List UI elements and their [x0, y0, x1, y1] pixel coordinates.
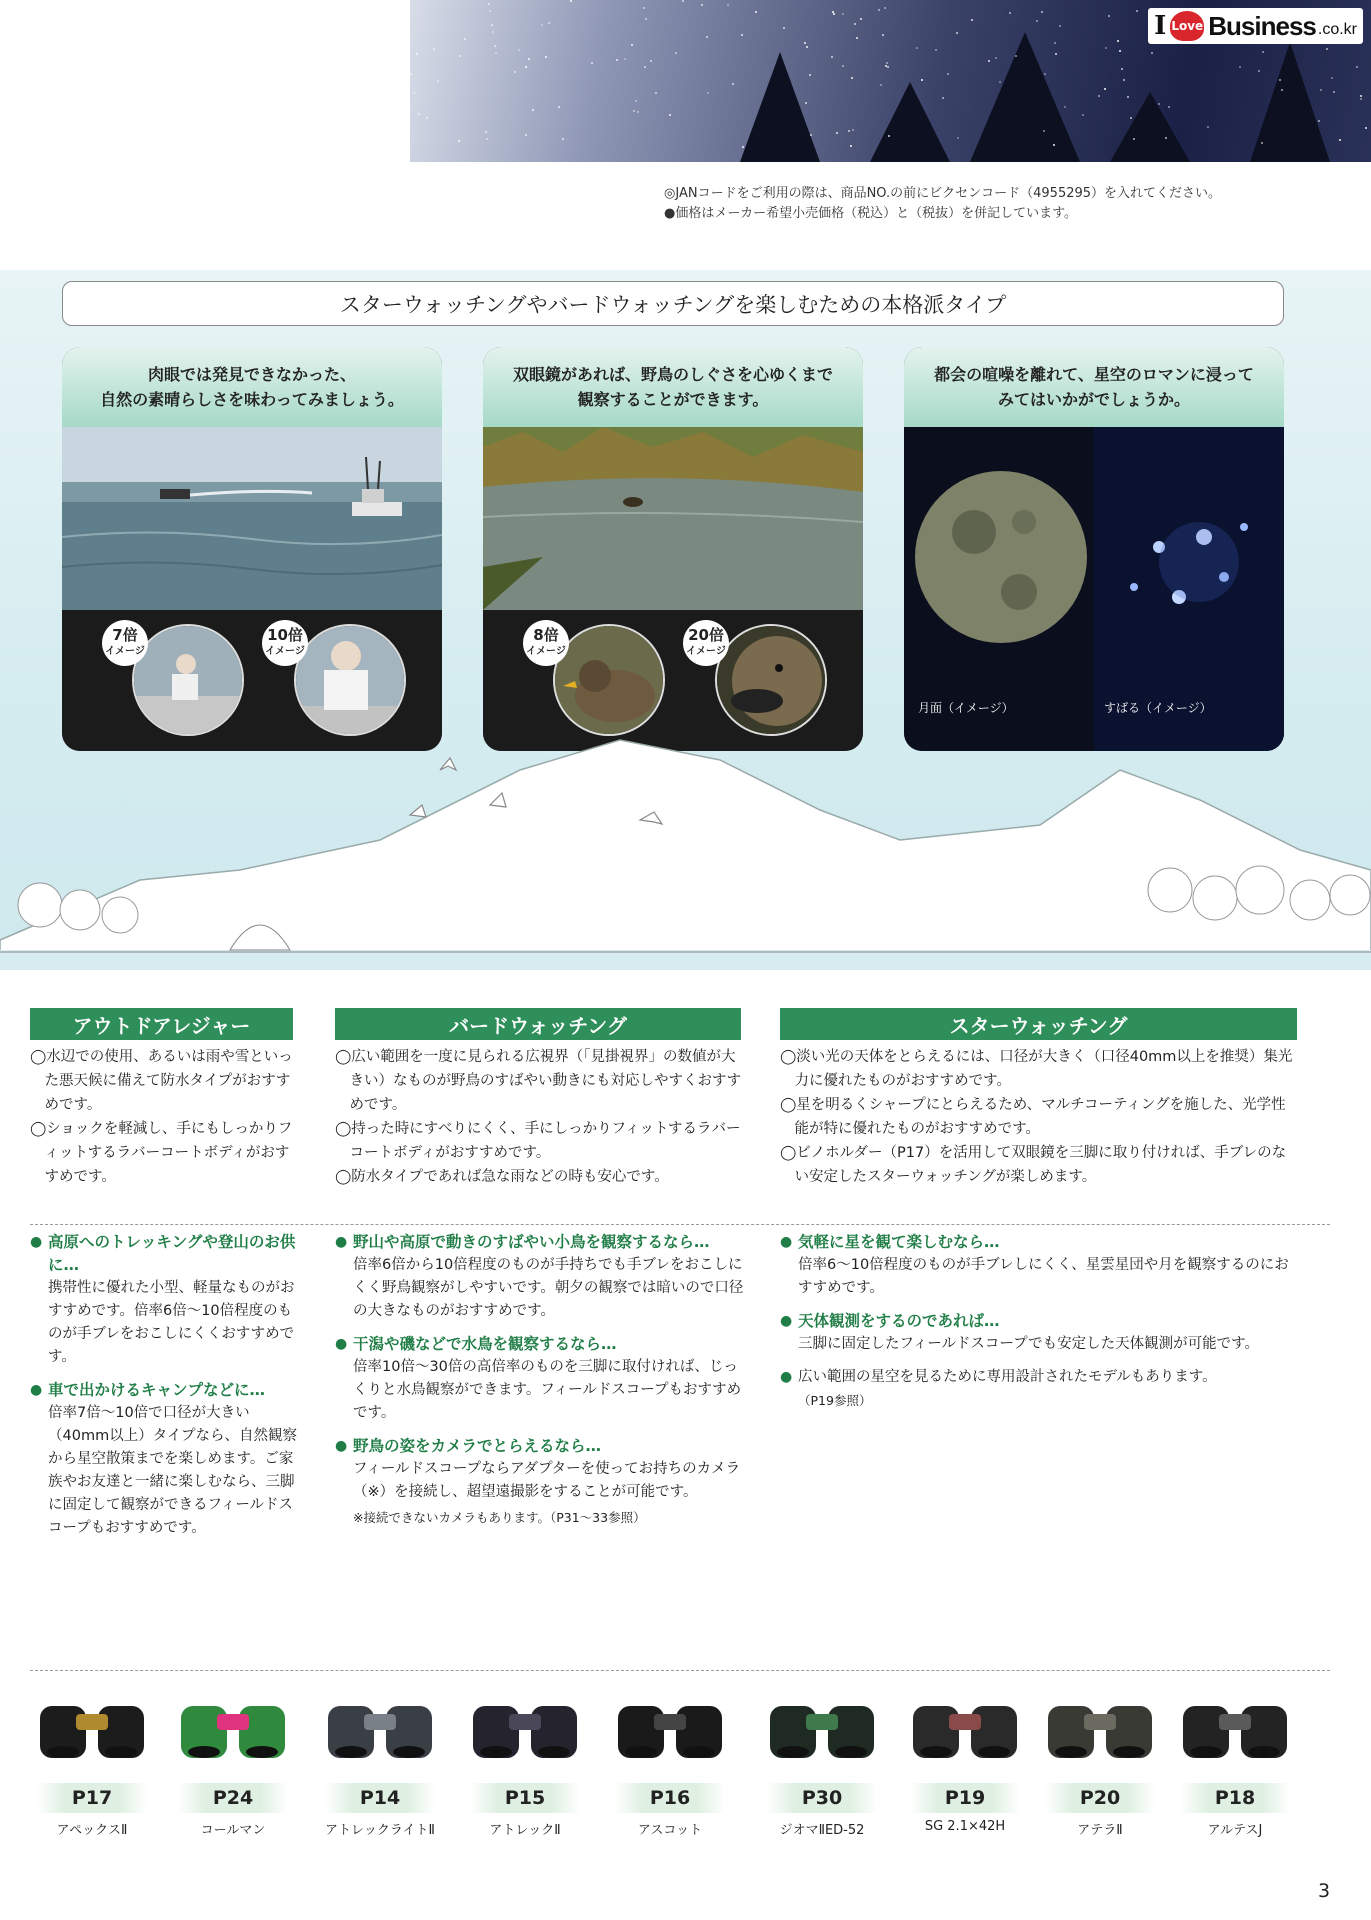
star-dot	[644, 66, 646, 68]
star-dot	[1055, 53, 1057, 55]
tips-outdoor	[30, 1231, 300, 1550]
category-item: ◯淡い光の天体をとらえるには、口径が大きく（口径40mm以上を推奨）集光力に優れたものがおすすめです。	[780, 1049, 1293, 1089]
star-dot	[486, 138, 488, 140]
category-item: ◯星を明るくシャープにとらえるため、マルチコーティングを施した、光学性能が特に優れたものがおすすめです。	[780, 1097, 1286, 1137]
star-dot	[833, 13, 835, 15]
star-dot	[707, 92, 709, 94]
logo-tld: .co.kr	[1317, 21, 1357, 38]
caption-line: 肉眼では発見できなかった、	[147, 365, 356, 384]
tip-heading: ● 天体観測をするのであれば…	[780, 1310, 1300, 1333]
star-dot	[1064, 106, 1066, 108]
star-dot	[1365, 127, 1367, 129]
zoom-mag: 8倍	[533, 626, 559, 644]
star-dot	[995, 57, 997, 59]
star-dot	[1130, 117, 1132, 119]
zoom-badge	[523, 620, 569, 666]
star-dot	[1326, 48, 1328, 50]
pleiades-caption: すばる（イメージ）	[1104, 701, 1212, 715]
star-dot	[1009, 12, 1011, 14]
star-dot	[1117, 40, 1119, 42]
star-dot	[935, 49, 937, 51]
star-dot	[880, 84, 882, 86]
product-item[interactable]	[163, 1683, 303, 1838]
star-dot	[437, 80, 439, 82]
binocular-image	[310, 1683, 450, 1773]
star-dot	[525, 134, 527, 136]
star-dot	[1258, 70, 1260, 72]
product-name: アテラⅡ	[1077, 1823, 1123, 1838]
landscape-illustration	[0, 730, 1371, 970]
star-dot	[878, 9, 880, 11]
star-dot	[426, 117, 428, 119]
star-dot	[810, 134, 812, 136]
star-dot	[742, 146, 744, 148]
product-page: P30	[767, 1783, 877, 1813]
star-dot	[851, 77, 853, 79]
note-price: ●価格はメーカー希望小売価格（税込）と（税抜）を併記しています。	[664, 206, 1078, 221]
category-item: ◯持った時にすべりにくく、手にしっかりフィットするラバーコートボディがおすすめです。	[335, 1121, 741, 1161]
logo-business: Business	[1208, 10, 1316, 41]
card-bird	[483, 347, 863, 751]
star-dot	[1165, 137, 1167, 139]
site-logo[interactable]	[1148, 8, 1363, 44]
star-dot	[1360, 95, 1362, 97]
star-dot	[1105, 47, 1107, 49]
tree-silhouette	[970, 32, 1080, 162]
star-dot	[485, 131, 487, 133]
star-dot	[643, 7, 645, 9]
binocular-image	[752, 1683, 892, 1773]
star-dot	[1356, 66, 1358, 68]
category-item: ◯防水タイプであれば急な雨などの時も安心です。	[335, 1169, 669, 1185]
star-dot	[741, 34, 743, 36]
product-item[interactable]	[1030, 1683, 1170, 1838]
card-caption	[483, 347, 863, 427]
zoom-badge	[683, 620, 729, 666]
star-dot	[1158, 103, 1160, 105]
tip-plain: ● 広い範囲の星空を見るために専用設計されたモデルもあります。	[780, 1366, 1300, 1389]
star-dot	[884, 7, 886, 9]
tree-silhouette	[740, 52, 820, 162]
star-dot	[888, 135, 890, 137]
star-dot	[842, 13, 844, 15]
tip-heading: ● 気軽に星を観て楽しむなら…	[780, 1231, 1300, 1254]
product-item[interactable]	[22, 1683, 162, 1838]
star-dot	[886, 62, 888, 64]
star-dot	[491, 24, 493, 26]
product-item[interactable]	[1165, 1683, 1305, 1838]
star-dot	[809, 74, 811, 76]
star-dot	[532, 109, 534, 111]
star-dot	[836, 132, 838, 134]
star-dot	[1261, 142, 1263, 144]
star-dot	[806, 46, 808, 48]
tip-heading: ● 高原へのトレッキングや登山のお供に…	[30, 1231, 300, 1277]
caption-line: 観察することができます。	[577, 390, 769, 409]
tip-heading: ● 干潟や磯などで水鳥を観察するなら…	[335, 1333, 745, 1356]
product-name: アトレックⅡ	[489, 1823, 561, 1838]
tip-note: （P19参照）	[798, 1393, 872, 1408]
product-name: アルテスJ	[1207, 1823, 1263, 1838]
category-title-star: スターウォッチング	[780, 1008, 1297, 1040]
product-name: ジオマⅡED-52	[779, 1823, 865, 1838]
star-dot	[1041, 11, 1043, 13]
product-item[interactable]	[600, 1683, 740, 1838]
star-dot	[1098, 95, 1100, 97]
category-body-star	[780, 1045, 1300, 1189]
star-dot	[1133, 138, 1135, 140]
star-dot	[1119, 50, 1121, 52]
star-dot	[1044, 73, 1046, 75]
card-caption	[62, 347, 442, 427]
product-item[interactable]	[752, 1683, 892, 1838]
star-dot	[706, 36, 708, 38]
category-item: ◯水辺での使用、あるいは雨や雪といった悪天候に備えて防水タイプがおすすめです。	[30, 1049, 293, 1113]
category-title-bird: バードウォッチング	[335, 1008, 741, 1040]
product-name: アスコット	[637, 1823, 703, 1838]
product-name: アトレックライトⅡ	[325, 1823, 435, 1838]
star-dot	[999, 81, 1001, 83]
star-dot	[464, 38, 466, 40]
star-dot	[1036, 20, 1038, 22]
product-item[interactable]	[455, 1683, 595, 1838]
caption-line: 都会の喧噪を離れて、星空のロマンに浸って	[934, 365, 1254, 384]
card-caption	[904, 347, 1284, 427]
star-dot	[570, 0, 572, 2]
tip-text: 倍率10倍～30倍の高倍率のものを三脚に取付ければ、じっくりと水鳥観察ができます。フィールドスコープもおすすめです。	[353, 1359, 742, 1421]
product-page: P18	[1180, 1783, 1290, 1813]
star-dot	[541, 24, 543, 26]
star-dot	[1053, 144, 1055, 146]
category-item: ◯広い範囲を一度に見られる広視界（「見掛視界」の数値が大きい）なものが野鳥のすばやい動きにも対応しやすくおすすめです。	[335, 1049, 742, 1113]
star-dot	[413, 92, 415, 94]
product-page: P20	[1045, 1783, 1155, 1813]
zoom-badge	[102, 620, 148, 666]
zoom-circle	[294, 624, 406, 736]
star-dot	[1127, 96, 1129, 98]
card-star	[904, 347, 1284, 751]
star-dot	[1339, 139, 1341, 141]
caption-line: 自然の素晴らしさを味わってみましょう。	[100, 390, 404, 409]
star-dot	[591, 62, 593, 64]
star-dot	[1320, 89, 1322, 91]
star-dot	[418, 113, 420, 115]
tip-text: フィールドスコープならアダプターを使ってお持ちのカメラ（※）を接続し、超望遠撮影をすることが可能です。	[353, 1461, 741, 1500]
star-dot	[882, 34, 884, 36]
tree-silhouette	[870, 82, 950, 162]
star-dot	[783, 27, 785, 29]
product-name: アペックスⅡ	[56, 1823, 128, 1838]
star-dot	[1168, 106, 1170, 108]
star-dot	[848, 130, 850, 132]
tip-text: 携帯性に優れた小型、軽量なものがおすすめです。倍率6倍～10倍程度のものが手ブレをおこしにくくおすすめです。	[48, 1280, 295, 1365]
product-page: P17	[37, 1783, 147, 1813]
star-dot	[562, 138, 564, 140]
category-body-bird	[335, 1045, 743, 1189]
star-dot	[860, 18, 862, 20]
star-dot	[850, 145, 852, 147]
star-dot	[495, 52, 497, 54]
star-dot	[433, 48, 435, 50]
tips-star	[780, 1231, 1300, 1412]
star-dot	[525, 66, 527, 68]
category-body-outdoor	[30, 1045, 298, 1189]
product-page: P24	[178, 1783, 288, 1813]
star-dot	[489, 10, 491, 12]
zoom-sub: イメージ	[265, 646, 305, 657]
star-dot	[633, 110, 635, 112]
category-title-outdoor: アウトドアレジャー	[30, 1008, 293, 1040]
star-dot	[854, 23, 856, 25]
moon-caption: 月面（イメージ）	[918, 701, 1014, 715]
star-dot	[458, 140, 460, 142]
sea-boat-photo	[62, 427, 442, 610]
dashed-divider	[30, 1670, 1330, 1671]
caption-line: みてはいかがでしょうか。	[997, 390, 1190, 409]
star-dot	[727, 4, 729, 6]
star-dot	[1239, 66, 1241, 68]
zoom-circle	[715, 624, 827, 736]
star-dot	[655, 92, 657, 94]
product-name: SG 2.1×42H	[924, 1819, 1006, 1834]
pond-duck-photo	[483, 427, 863, 610]
star-dot	[1281, 89, 1283, 91]
star-dot	[1015, 55, 1017, 57]
star-dot	[856, 37, 858, 39]
product-page: P16	[615, 1783, 725, 1813]
star-dot	[682, 0, 684, 2]
star-dot	[1318, 120, 1320, 122]
star-dot	[1043, 130, 1045, 132]
star-dot	[675, 52, 677, 54]
zoom-mag: 7倍	[112, 626, 138, 644]
star-dot	[832, 11, 834, 13]
zoom-circle	[553, 624, 665, 736]
star-dot	[669, 114, 671, 116]
zoom-sub: イメージ	[105, 646, 145, 657]
page-number: 3	[1318, 1880, 1331, 1902]
section-banner: スターウォッチングやバードウォッチングを楽しむための本格派タイプ	[62, 281, 1284, 326]
star-dot	[988, 60, 990, 62]
product-item[interactable]	[310, 1683, 450, 1838]
tip-heading: ● 車で出かけるキャンプなどに…	[30, 1379, 300, 1402]
tip-heading: ● 野鳥の姿をカメラでとらえるなら…	[335, 1435, 745, 1458]
star-dot	[548, 22, 550, 24]
product-page: P14	[325, 1783, 435, 1813]
star-dot	[545, 56, 547, 58]
star-dot	[1123, 79, 1125, 81]
star-dot	[852, 129, 854, 131]
star-dot	[1262, 51, 1264, 53]
star-dot	[635, 100, 637, 102]
tip-text: 三脚に固定したフィールドスコープでも安定した天体観測が可能です。	[798, 1336, 1259, 1352]
star-dot	[1333, 91, 1335, 93]
binocular-image	[600, 1683, 740, 1773]
star-dot	[1059, 25, 1061, 27]
tip-text: 倍率7倍～10倍で口径が大きい（40mm以上）タイプなら、自然観察から星空散策までを楽しめます。ご家族やお友達と一緒に楽しむなら、三脚に固定して観察ができるフィールドスコープもおすすめです。	[48, 1405, 297, 1536]
star-dot	[1136, 10, 1138, 12]
star-dot	[956, 32, 958, 34]
star-dot	[957, 137, 959, 139]
price-notes	[664, 184, 1221, 224]
tips-bird	[335, 1231, 745, 1529]
binocular-image	[22, 1683, 162, 1773]
star-dot	[1151, 52, 1153, 54]
binocular-image	[455, 1683, 595, 1773]
zoom-sub: イメージ	[686, 646, 726, 657]
star-dot	[1279, 79, 1281, 81]
star-dot	[732, 83, 734, 85]
star-dot	[971, 19, 973, 21]
star-dot	[805, 102, 807, 104]
star-dot	[624, 58, 626, 60]
star-dot	[558, 106, 560, 108]
star-dot	[650, 60, 652, 62]
dashed-divider	[30, 1224, 1330, 1225]
star-dot	[459, 55, 461, 57]
star-dot	[1054, 42, 1056, 44]
star-dot	[887, 66, 889, 68]
star-dot	[416, 53, 418, 55]
zoom-sub: イメージ	[526, 646, 566, 657]
binocular-image	[1165, 1683, 1305, 1773]
category-item: ◯ビノホルダー（P17）を活用して双眼鏡を三脚に取り付ければ、手ブレのない安定したスターウォッチングが楽しめます。	[780, 1145, 1287, 1185]
tip-note: ※接続できないカメラもあります。（P31～33参照）	[353, 1510, 646, 1525]
product-page: P19	[910, 1783, 1020, 1813]
star-dot	[701, 4, 703, 6]
star-dot	[616, 59, 618, 61]
tip-text: 倍率6倍から10倍程度のものが手持ちでも手ブレをおこしにくく野鳥観察がしやすいです。朝夕の観察では暗いので口径の大きなものがおすすめです。	[353, 1257, 744, 1319]
star-dot	[942, 97, 944, 99]
star-dot	[842, 65, 844, 67]
star-dot	[518, 49, 520, 51]
heart-icon	[1170, 11, 1204, 41]
star-dot	[494, 45, 496, 47]
star-dot	[804, 42, 806, 44]
star-dot	[637, 111, 639, 113]
star-dot	[921, 79, 923, 81]
zoom-mag: 20倍	[688, 626, 724, 644]
zoom-badge	[262, 620, 308, 666]
binocular-image	[163, 1683, 303, 1773]
star-dot	[1108, 15, 1110, 17]
star-dot	[755, 11, 757, 13]
star-dot	[831, 56, 833, 58]
star-dot	[410, 73, 412, 75]
caption-line: 双眼鏡があれば、野鳥のしぐさを心ゆくまで	[512, 365, 833, 384]
star-dot	[1331, 77, 1333, 79]
star-dot	[947, 73, 949, 75]
star-dot	[1082, 114, 1084, 116]
star-dot	[514, 71, 516, 73]
star-dot	[631, 44, 633, 46]
star-dot	[645, 18, 647, 20]
binocular-image	[895, 1683, 1035, 1773]
zoom-mag: 10倍	[267, 626, 303, 644]
product-item[interactable]	[895, 1683, 1035, 1834]
star-dot	[488, 3, 490, 5]
category-item: ◯ショックを軽減し、手にもしっかりフィットするラバーコートボディがおすすめです。	[30, 1121, 293, 1185]
tip-text: 倍率6～10倍程度のものが手ブレしにくく、星雲星団や月を観察するのにおすすめです。	[798, 1257, 1289, 1296]
star-dot	[916, 47, 918, 49]
tree-silhouette	[1110, 92, 1190, 162]
star-dot	[492, 31, 494, 33]
star-dot	[1360, 98, 1362, 100]
tree-silhouette	[1250, 42, 1330, 162]
zoom-circle	[132, 624, 244, 736]
card-outdoor	[62, 347, 442, 751]
star-dot	[1121, 68, 1123, 70]
logo-i: I	[1154, 11, 1167, 41]
star-dot	[1104, 88, 1106, 90]
star-dot	[1207, 126, 1209, 128]
product-page: P15	[470, 1783, 580, 1813]
product-name: コールマン	[200, 1823, 266, 1838]
logo-love: Love	[1171, 19, 1204, 33]
binocular-image	[1030, 1683, 1170, 1773]
note-jan: ◎JANコードをご利用の際は、商品NO.の前にビクセンコード（4955295）を入れてください。	[664, 186, 1222, 201]
star-dot	[528, 58, 530, 60]
tip-heading: ● 野山や高原で動きのすばやい小鳥を観察するなら…	[335, 1231, 745, 1254]
